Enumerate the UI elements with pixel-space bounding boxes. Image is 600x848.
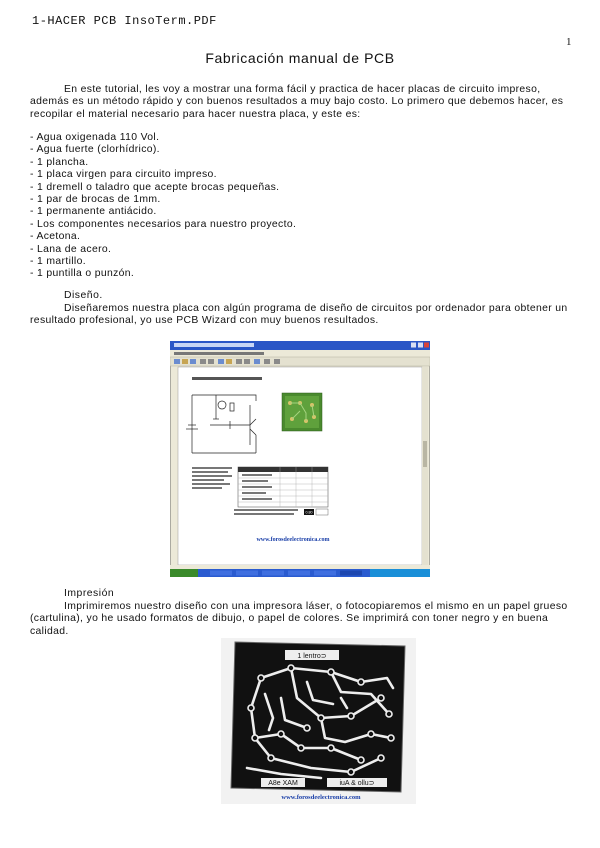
- list-item: - Agua fuerte (clorhídrico).: [30, 144, 160, 156]
- list-item: - 1 placa virgen para circuito impreso.: [30, 169, 217, 181]
- list-item: - Acetona.: [30, 231, 81, 243]
- list-item: - 1 permanente antiácido.: [30, 206, 157, 218]
- start-button: [170, 569, 198, 577]
- design-heading: Diseño.: [64, 290, 103, 301]
- screenshot-website-link: www.forosdeelectronica.com: [256, 537, 330, 543]
- list-item: - Los componentes necesarios para nuestro proyecto.: [30, 218, 297, 230]
- pcb-website-link: www.forosdeelectronica.com: [281, 794, 361, 801]
- pcb-bottom-left-label: A8e XAM: [268, 780, 298, 787]
- table-value: 0.80: [305, 510, 313, 515]
- print-paragraph: Imprimiremos nuestro diseño con una impresora láser, o fotocopiaremos el mismo en un papel grueso (cartulina), yo he usado formatos de dibujo, o papel de colores. Se imprimirá con toner negro y en buena calidad.: [30, 601, 568, 637]
- materials-list: [30, 132, 296, 281]
- document-title: Fabricación manual de PCB: [205, 50, 395, 66]
- document-filename-header: 1-HACER PCB InsoTerm.PDF: [32, 14, 217, 28]
- component-table: [238, 467, 328, 507]
- list-item: - 1 par de brocas de 1mm.: [30, 194, 161, 206]
- pcb-bottom-right-label: iuA & ollu⊃: [339, 780, 375, 787]
- list-item: - Lana de acero.: [30, 243, 112, 255]
- list-item: - 1 dremell o taladro que acepte brocas pequeñas.: [30, 181, 280, 193]
- pcb-top-label: 1 lentro⊃: [297, 653, 327, 660]
- print-heading: Impresión: [64, 588, 115, 599]
- list-item: - 1 plancha.: [30, 156, 89, 168]
- pcb-wizard-screenshot: [170, 341, 430, 577]
- pcb-preview: [282, 393, 322, 431]
- list-item: - Agua oxigenada 110 Vol.: [30, 132, 160, 143]
- list-item: - 1 martillo.: [30, 256, 86, 268]
- page-number: 1: [566, 36, 572, 48]
- printed-pcb-photo: [221, 638, 416, 804]
- design-paragraph: Diseñaremos nuestra placa con algún programa de diseño de circuitos por ordenador para obtener un resultado profesional, yo use PCB Wizard con muy buenos resultados.: [30, 303, 568, 327]
- intro-paragraph: En este tutorial, les voy a mostrar una forma fácil y practica de hacer placas de circuito impreso, además es un método rápido y con buenos resultados a muy bajo costo. Lo primero que debemos hacer, es recopilar el material necesario para hacer nuestra placa, y este es:: [30, 84, 564, 120]
- list-item: - 1 puntilla o punzón.: [30, 268, 135, 280]
